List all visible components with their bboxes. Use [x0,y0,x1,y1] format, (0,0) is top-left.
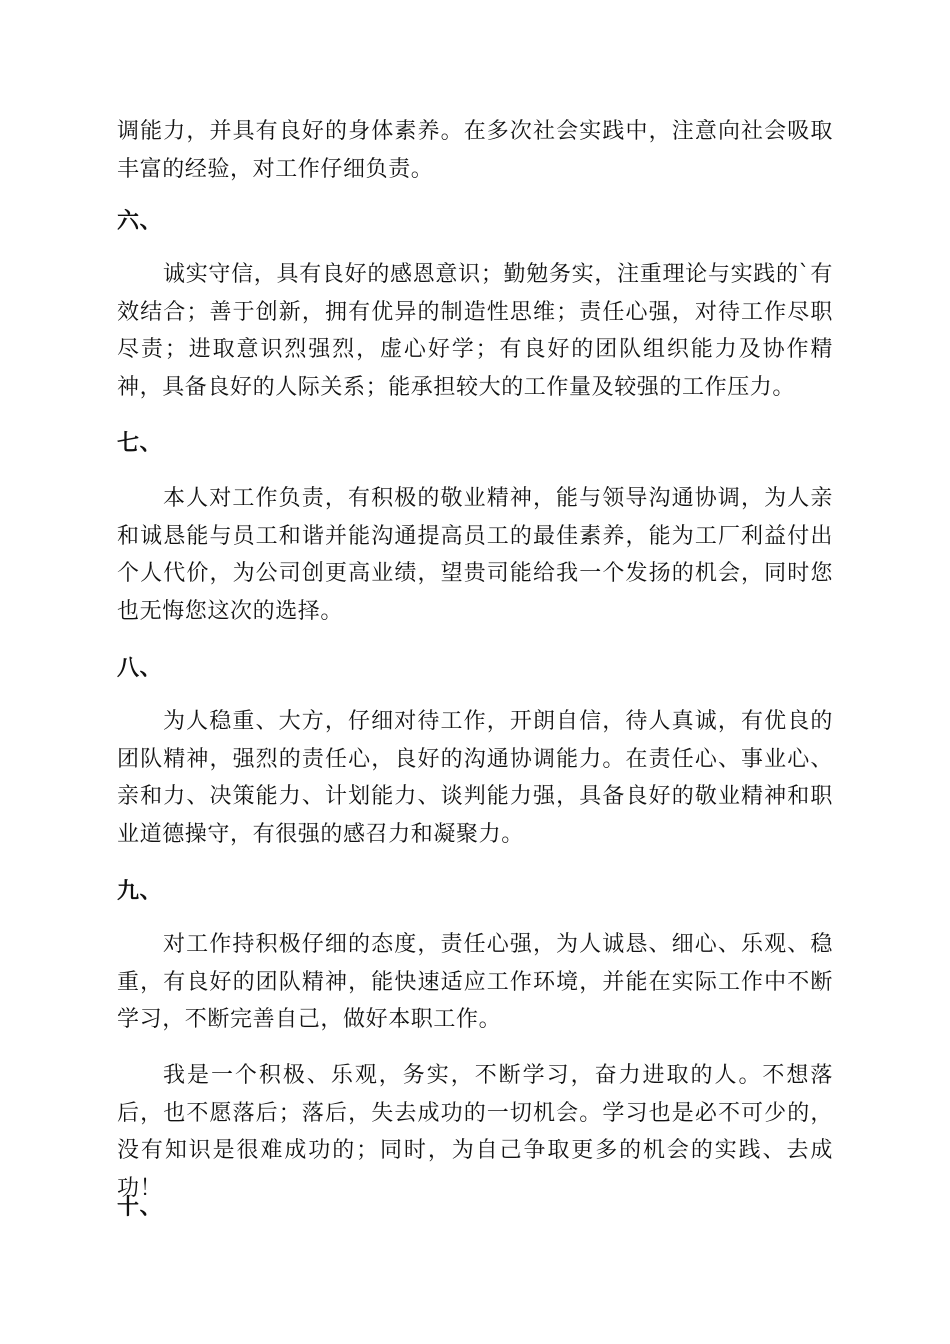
paragraph-intro-continued: 调能力，并具有良好的身体素养。在多次社会实践中，注意向社会吸取丰富的经验，对工作仔细负责。 [117,119,833,182]
paragraph-nine-b: 我是一个积极、乐观，务实，不断学习，奋力进取的人。不想落后，也不愿落后；落后，失去成功的一切机会。学习也是必不可少的，没有知识是很难成功的；同时，为自己争取更多的机会的实践、去成功！ [117,1063,833,1201]
section-heading-six: 六、 [117,208,163,234]
paragraph-eight: 为人稳重、大方，仔细对待工作，开朗自信，待人真诚，有优良的团队精神，强烈的责任心，良好的沟通协调能力。在责任心、事业心、亲和力、决策能力、计划能力、谈判能力强，具备良好的敬业精神和职业道德操守，有很强的感召力和凝聚力。 [117,709,833,847]
section-heading-nine: 九、 [117,878,163,904]
section-heading-ten: 十、 [117,1194,163,1220]
paragraph-seven: 本人对工作负责，有积极的敬业精神，能与领导沟通协调，为人亲和诚恳能与员工和谐并能沟通提高员工的最佳素养，能为工厂利益付出个人代价，为公司创更高业绩，望贵司能给我一个发扬的机会，同时您也无悔您这次的选择。 [117,486,833,624]
section-heading-seven: 七、 [117,430,163,456]
paragraph-six: 诚实守信，具有良好的感恩意识；勤勉务实，注重理论与实践的`有效结合；善于创新，拥有优异的制造性思维；责任心强，对待工作尽职尽责；进取意识烈强烈，虚心好学；有良好的团队组织能力及协作精神，具备良好的人际关系；能承担较大的工作量及较强的工作压力。 [117,262,833,400]
section-heading-eight: 八、 [117,655,163,681]
paragraph-nine-a: 对工作持积极仔细的态度，责任心强，为人诚恳、细心、乐观、稳重，有良好的团队精神，能快速适应工作环境，并能在实际工作中不断学习，不断完善自己，做好本职工作。 [117,932,833,1032]
